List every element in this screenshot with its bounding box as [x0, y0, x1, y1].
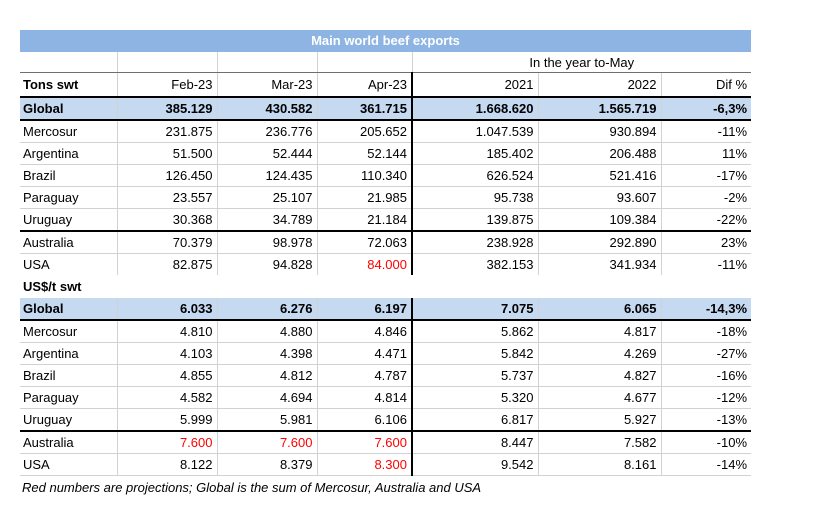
value-cell: 930.894	[538, 120, 661, 143]
value-cell: -11%	[717, 257, 748, 272]
row-label: USA	[20, 454, 117, 476]
column-header: Feb-23	[117, 73, 217, 98]
column-header: Apr-23	[317, 73, 412, 98]
value-cell: -6,3%	[661, 97, 751, 120]
unit-label-row	[20, 275, 751, 298]
row-label: Australia	[20, 431, 117, 454]
value-cell: 236.776	[217, 120, 317, 143]
value-cell: 185.402	[412, 143, 538, 165]
value-cell: 25.107	[217, 187, 317, 209]
empty-cell	[317, 52, 412, 73]
data-row	[20, 431, 751, 454]
value-cell: 4.812	[217, 365, 317, 387]
value-cell: 341.934	[538, 254, 661, 276]
data-row	[20, 209, 751, 232]
value-cell: 521.416	[538, 165, 661, 187]
value-cell: 231.875	[117, 120, 217, 143]
value-cell: 8.122	[117, 454, 217, 476]
value-cell: 82.875	[117, 254, 217, 276]
global-row	[20, 298, 751, 320]
value-cell: 8.161	[538, 454, 661, 476]
value-cell: 52.444	[217, 143, 317, 165]
value-cell: 5.999	[117, 409, 217, 432]
value-cell: -17%	[661, 165, 751, 187]
value-cell: -27%	[661, 343, 751, 365]
beef-exports-table	[20, 52, 751, 476]
beef-exports-report	[20, 30, 751, 495]
value-cell: 95.738	[412, 187, 538, 209]
value-cell: 7.075	[412, 298, 538, 320]
value-cell: 139.875	[412, 209, 538, 232]
value-cell: 206.488	[538, 143, 661, 165]
row-label: Uruguay	[20, 409, 117, 432]
value-cell: 4.269	[538, 343, 661, 365]
value-cell: 4.582	[117, 387, 217, 409]
row-label: Brazil	[20, 165, 117, 187]
data-row	[20, 120, 751, 143]
value-cell: 109.384	[538, 209, 661, 232]
column-header: Mar-23	[217, 73, 317, 98]
value-cell: 30.368	[117, 209, 217, 232]
value-cell: 292.890	[538, 231, 661, 254]
data-row	[20, 387, 751, 409]
value-cell: -16%	[661, 365, 751, 387]
empty-cell	[20, 52, 117, 73]
value-cell: 4.855	[117, 365, 217, 387]
value-cell: 238.928	[412, 231, 538, 254]
value-cell: 6.276	[217, 298, 317, 320]
row-label: Argentina	[20, 143, 117, 165]
row-label: Global	[20, 298, 117, 320]
column-header: 2021	[412, 73, 538, 98]
value-cell: 6.033	[117, 298, 217, 320]
value-cell: -18%	[661, 320, 751, 343]
value-cell: 34.789	[217, 209, 317, 232]
value-cell: 6.106	[317, 409, 412, 432]
value-cell: 5.737	[412, 365, 538, 387]
empty-cell	[117, 275, 751, 298]
value-cell: 23.557	[117, 187, 217, 209]
value-cell: 4.398	[217, 343, 317, 365]
year-span-row	[20, 52, 751, 73]
value-cell: -22%	[661, 209, 751, 232]
value-cell: 4.787	[317, 365, 412, 387]
value-cell: 5.842	[412, 343, 538, 365]
value-cell: -2%	[661, 187, 751, 209]
value-cell: 8.379	[217, 454, 317, 476]
row-label: Paraguay	[20, 187, 117, 209]
row-label: Uruguay	[20, 209, 117, 232]
data-row	[20, 187, 751, 209]
value-cell: 126.450	[117, 165, 217, 187]
value-cell: 6.197	[317, 298, 412, 320]
value-cell: 4.677	[538, 387, 661, 409]
value-cell: 51.500	[117, 143, 217, 165]
data-row	[20, 409, 751, 432]
value-cell: 205.652	[317, 120, 412, 143]
value-cell: 7.582	[538, 431, 661, 454]
footnote: Red numbers are projections; Global is the sum of Mercosur, Australia and USA	[22, 480, 482, 495]
value-cell: 4.846	[317, 320, 412, 343]
value-cell: 21.985	[317, 187, 412, 209]
column-header: Dif %	[661, 73, 751, 98]
value-cell: 4.810	[117, 320, 217, 343]
data-row	[20, 320, 751, 343]
value-cell: 4.694	[217, 387, 317, 409]
value-cell: 4.827	[538, 365, 661, 387]
value-cell: 70.379	[117, 231, 217, 254]
row-label: Mercosur	[20, 120, 117, 143]
value-cell: 124.435	[217, 165, 317, 187]
data-row	[20, 365, 751, 387]
value-cell: 7.600	[117, 431, 217, 454]
value-cell: 4.880	[217, 320, 317, 343]
year-span-header: In the year to-May	[412, 52, 751, 73]
value-cell: 5.927	[538, 409, 661, 432]
value-cell: -13%	[661, 409, 751, 432]
row-label: Brazil	[20, 365, 117, 387]
data-row	[20, 343, 751, 365]
value-cell: 6.817	[412, 409, 538, 432]
row-label: Paraguay	[20, 387, 117, 409]
data-row	[20, 454, 751, 476]
data-row	[20, 231, 751, 254]
value-cell: 72.063	[317, 231, 412, 254]
empty-cell	[117, 52, 217, 73]
data-row	[20, 143, 751, 165]
unit-label: US$/t swt	[23, 279, 82, 294]
value-cell: 1.565.719	[538, 97, 661, 120]
value-cell: 98.978	[217, 231, 317, 254]
value-cell: 8.300	[317, 454, 412, 476]
value-cell: 6.065	[538, 298, 661, 320]
value-cell: 4.814	[317, 387, 412, 409]
value-cell: -12%	[661, 387, 751, 409]
value-cell: 7.600	[317, 431, 412, 454]
value-cell: 5.320	[412, 387, 538, 409]
value-cell: -11%	[661, 120, 751, 143]
row-label: Mercosur	[20, 320, 117, 343]
value-cell: -14%	[661, 454, 751, 476]
value-cell: 52.144	[317, 143, 412, 165]
global-row	[20, 97, 751, 120]
value-cell: 8.447	[412, 431, 538, 454]
value-cell: 430.582	[217, 97, 317, 120]
value-cell: 94.828	[217, 254, 317, 276]
value-cell: -14,3%	[661, 298, 751, 320]
table-body	[20, 52, 751, 476]
value-cell: 4.817	[538, 320, 661, 343]
row-label: USA	[20, 254, 117, 276]
value-cell: 5.862	[412, 320, 538, 343]
value-cell: 11%	[661, 143, 751, 165]
data-row	[20, 254, 751, 276]
column-header: Tons swt	[20, 73, 117, 98]
value-cell: 626.524	[412, 165, 538, 187]
row-label: Australia	[20, 231, 117, 254]
value-cell: 4.471	[317, 343, 412, 365]
column-header: 2022	[538, 73, 661, 98]
value-cell: 361.715	[317, 97, 412, 120]
value-cell: 7.600	[217, 431, 317, 454]
row-label: Global	[20, 97, 117, 120]
data-row	[20, 165, 751, 187]
value-cell: 84.000	[317, 254, 412, 276]
value-cell: 1.047.539	[412, 120, 538, 143]
row-label: Argentina	[20, 343, 117, 365]
empty-cell	[217, 52, 317, 73]
value-cell: 93.607	[538, 187, 661, 209]
value-cell: 382.153	[412, 254, 538, 276]
value-cell: 5.981	[217, 409, 317, 432]
value-cell: 21.184	[317, 209, 412, 232]
column-header-row	[20, 73, 751, 98]
value-cell: 110.340	[317, 165, 412, 187]
report-title: Main world beef exports	[20, 30, 751, 52]
value-cell: 4.103	[117, 343, 217, 365]
value-cell: 23%	[661, 231, 751, 254]
value-cell: 385.129	[117, 97, 217, 120]
value-cell: -10%	[661, 431, 751, 454]
value-cell: 1.668.620	[412, 97, 538, 120]
value-cell: 9.542	[412, 454, 538, 476]
